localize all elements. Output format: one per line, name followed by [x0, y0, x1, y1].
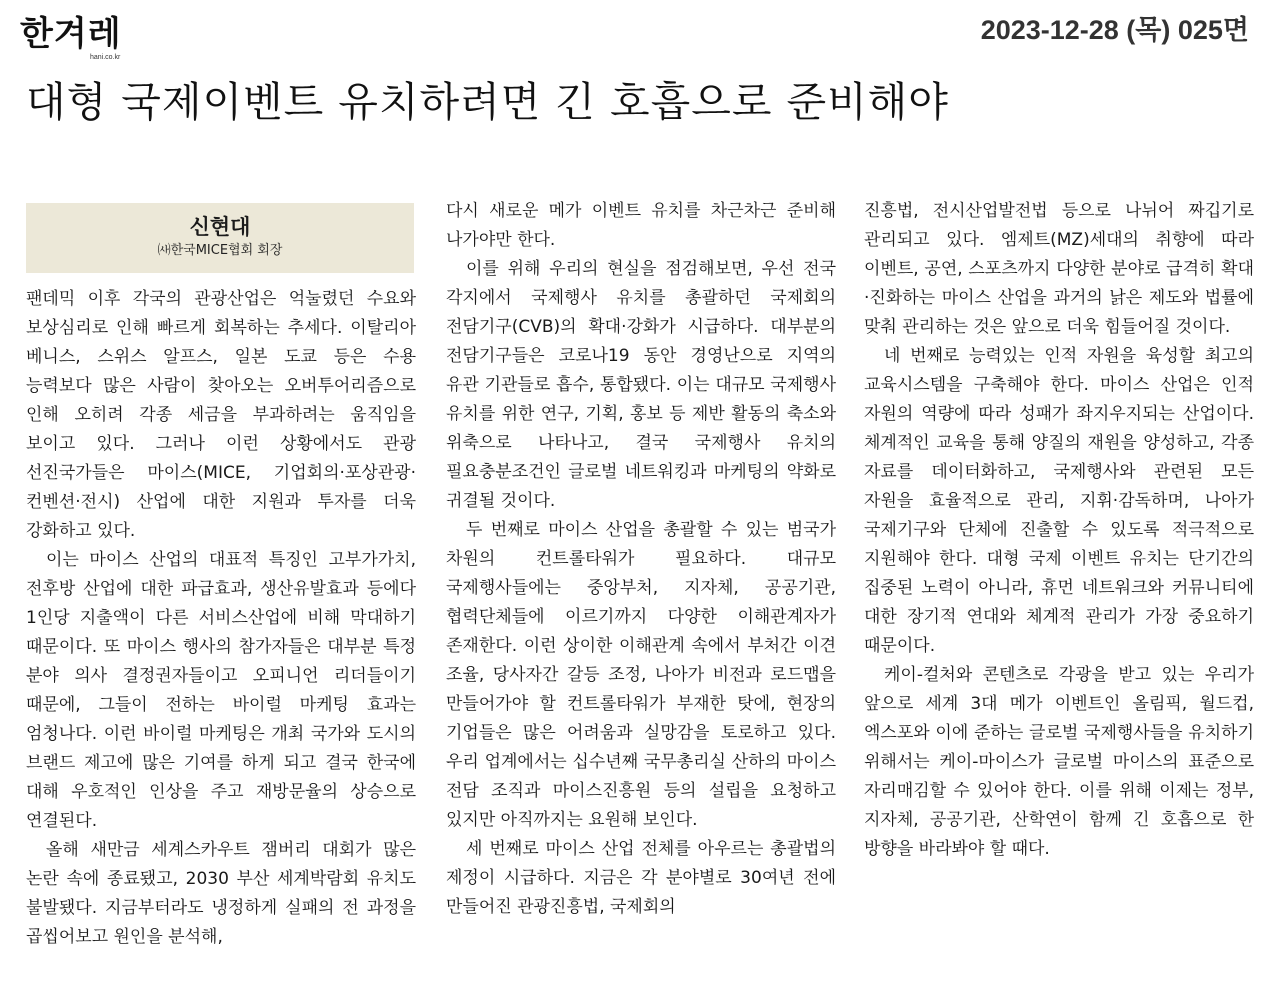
- paragraph: 이는 마이스 산업의 대표적 특징인 고부가가치, 전후방 산업에 대한 파급효과, 생산유발효과 등에다 1인당 지출액이 다른 서비스산업에 비해 막대하기 때문이다. 또 마이스 행사의 참가자들은 대부분 특정 분야 의사 결정권자들이고 오피니언 리더들이기 때문에, 그들이 전하는 바이럴 마케팅 효과는 엄청나다. 이런 바이럴 마케팅은 개최 국가와 도시의 브랜드 제고에 많은 기여를 하게 되고 결국 한국에 대해 우호적인 인상을 주고 재방문율의 상승으로 연결된다.: [26, 550, 416, 831]
- paragraph: 이를 위해 우리의 현실을 점검해보면, 우선 전국 각지에서 국제행사 유치를 총괄하던 국제회의 전담기구(CVB)의 확대·강화가 시급하다. 대부분의 전담기구들은 코로나19 동안 경영난으로 지역의 유관 기관들로 흡수, 통합됐다. 이는 대규모 국제행사 유치를 위한 연구, 기획, 홍보 등 제반 활동의 축소와 위축으로 나타나고, 결국 국제행사 유치의 필요충분조건인 글로벌 네트워킹과 마케팅의 약화로 귀결될 것이다.: [446, 259, 836, 511]
- paragraph: 다시 새로운 메가 이벤트 유치를 차근차근 준비해 나가야만 한다.: [446, 201, 836, 250]
- article-headline: 대형 국제이벤트 유치하려면 긴 호흡으로 준비해야: [26, 78, 949, 126]
- paragraph: 네 번째로 능력있는 인적 자원을 육성할 최고의 교육시스템을 구축해야 한다. 마이스 산업은 인적 자원의 역량에 따라 성패가 좌지우지되는 산업이다. 체계적인 교육을 통해 양질의 재원을 양성하고, 각종 자료를 데이터화하고, 국제행사와 관련된 모든 자원을 효율적으로 관리, 지휘·감독하며, 나아가 국제기구와 단체에 진출할 수 있도록 적극적으로 지원해야 한다. 대형 국제 이벤트 유치는 단기간의 집중된 노력이 아니라, 휴먼 네트워크와 커뮤니티에 대한 장기적 연대와 체계적 관리가 가장 중요하기 때문이다.: [864, 346, 1254, 656]
- masthead-logo: [20, 14, 150, 66]
- paragraph: 케이-컬처와 콘텐츠로 각광을 받고 있는 우리가 앞으로 세계 3대 메가 이벤트인 올림픽, 월드컵, 엑스포와 이에 준하는 글로벌 국제행사들을 유치하기 위해서는 케이-마이스가 글로벌 마이스의 표준으로 자리매김할 수 있어야 한다. 이를 위해 이제는 정부, 지자체, 공공기관, 산학연이 함께 긴 호흡으로 한 방향을 바라봐야 할 때다.: [864, 665, 1254, 859]
- author-title: ㈔한국MICE협회 회장: [157, 243, 283, 258]
- paragraph: 진흥법, 전시산업발전법 등으로 나뉘어 짜깁기로 관리되고 있다. 엠제트(MZ)세대의 취향에 따라 이벤트, 공연, 스포츠까지 다양한 분야로 급격히 확대·진화하는 마이스 산업을 과거의 낡은 제도와 법률에 맞춰 관리하는 것은 앞으로 더욱 힘들어질 것이다.: [864, 201, 1254, 337]
- paragraph: 두 번째로 마이스 산업을 총괄할 수 있는 범국가 차원의 컨트롤타워가 필요하다. 대규모 국제행사들에는 중앙부처, 지자체, 공공기관, 협력단체들에 이르기까지 다양한 이해관계자가 존재한다. 이런 상이한 이해관계 속에서 부처간 이견 조율, 당사자간 갈등 조정, 나아가 비전과 로드맵을 만들어가야 할 컨트롤타워가 부재한 탓에, 현장의 기업들은 많은 어려움과 실망감을 토로하고 있다. 우리 업계에서는 십수년째 국무총리실 산하의 마이스 전담 조직과 마이스진흥원 등의 설립을 요청하고 있지만 아직까지는 요원해 보인다.: [446, 520, 836, 830]
- paragraph: 올해 새만금 세계스카우트 잼버리 대회가 많은 논란 속에 종료됐고, 2030 부산 세계박람회 유치도 불발됐다. 지금부터라도 냉정하게 실패의 전 과정을 곱씹어보고 원인을 분석해,: [26, 840, 416, 947]
- logo-text: 한겨레: [20, 14, 122, 54]
- author-byline-box: [26, 203, 414, 273]
- logo-url: hani.co.kr: [90, 54, 121, 61]
- paragraph: 팬데믹 이후 각국의 관광산업은 억눌렸던 수요와 보상심리로 인해 빠르게 회복하는 추세다. 이탈리아 베니스, 스위스 알프스, 일본 도쿄 등은 수용 능력보다 많은 사람이 찾아오는 오버투어리즘으로 인해 오히려 각종 세금을 부과하려는 움직임을 보이고 있다. 그러나 이런 상황에서도 관광 선진국가들은 마이스(MICE, 기업회의·포상관광·컨벤션·전시) 산업에 대한 지원과 투자를 더욱 강화하고 있다.: [26, 289, 416, 541]
- author-name: 신현대: [189, 215, 251, 239]
- article-column-2: [446, 197, 836, 922]
- paragraph: 세 번째로 마이스 산업 전체를 아우르는 총괄법의 제정이 시급하다. 지금은 각 분야별로 30여년 전에 만들어진 관광진흥법, 국제회의: [446, 839, 836, 917]
- issue-dateline: 2023-12-28 (목) 025면: [980, 15, 1249, 45]
- article-column-1: [26, 285, 416, 952]
- article-column-3: [864, 197, 1254, 864]
